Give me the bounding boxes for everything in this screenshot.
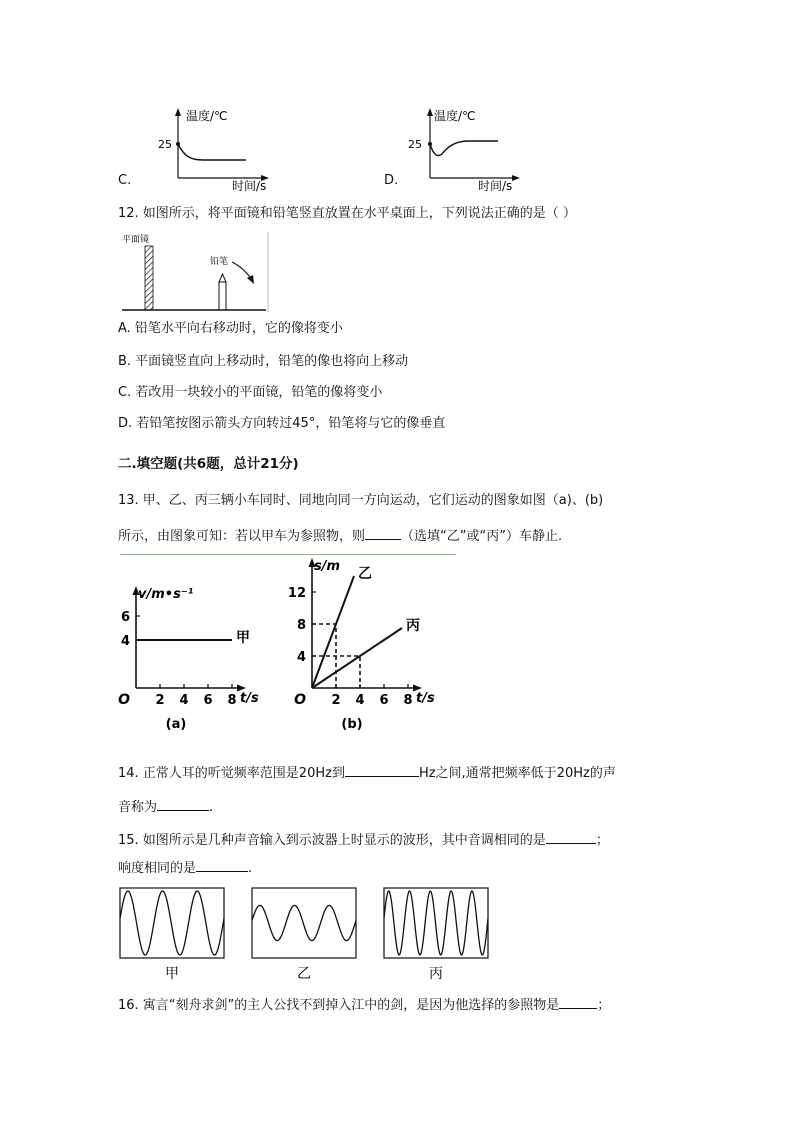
q15-line1 bbox=[118, 830, 609, 850]
x-tick-label: 6 bbox=[203, 693, 213, 708]
q16-line1-text-a: 16. 寓言“刻舟求剑”的主人公找不到掉入江中的剑，是因为他选择的参照物是 bbox=[118, 998, 560, 1013]
option-c-ytick: 25 bbox=[158, 138, 172, 151]
option-c-graph bbox=[118, 100, 348, 192]
series-label-2: 丙 bbox=[406, 618, 420, 634]
q15-line2 bbox=[118, 858, 252, 878]
q14-line2-text-a: 音称为 bbox=[118, 800, 158, 815]
q13-line2-text-a: 所示，由图象可知：若以甲车为参照物，则 bbox=[118, 529, 366, 544]
y-tick-label: 4 bbox=[296, 650, 306, 665]
x-tick-label: 2 bbox=[331, 693, 341, 708]
chart-a bbox=[118, 586, 259, 732]
wave-label-2: 乙 bbox=[297, 966, 311, 982]
q12-mirror-pencil-figure bbox=[120, 232, 270, 314]
y-tick-label: 8 bbox=[296, 618, 306, 633]
q12-option-d: D. 若铅笔按图示箭头方向转过45°，铅笔将与它的像垂直 bbox=[118, 416, 446, 431]
wave-label-3: 丙 bbox=[429, 966, 443, 982]
q15-line2-text-a: 响度相同的是 bbox=[118, 861, 197, 876]
q12-option-b: B. 平面镜竖直向上移动时，铅笔的像也将向上移动 bbox=[118, 354, 409, 369]
mirror-label: 平面镜 bbox=[122, 235, 150, 245]
wave-label-1: 甲 bbox=[165, 966, 179, 982]
q12-option-c: C. 若改用一块较小的平面镜，铅笔的像将变小 bbox=[118, 385, 383, 400]
option-d-plot bbox=[404, 100, 624, 192]
q14-line1-text-a: 14. 正常人耳的听觉频率范围是20Hz到 bbox=[118, 766, 345, 781]
x-axis-label: t/s bbox=[240, 691, 259, 706]
y-axis-label: s/m bbox=[314, 559, 341, 574]
q15-line1-text-a: 15. 如图所示是几种声音输入到示波器上时显示的波形，其中音调相同的是 bbox=[118, 833, 546, 848]
x-axis-label: t/s bbox=[416, 691, 435, 706]
q16-line1 bbox=[118, 995, 610, 1015]
option-d-label: D. bbox=[384, 173, 399, 188]
wave-panel-2 bbox=[252, 888, 356, 958]
option-c-xlabel: 时间/s bbox=[232, 179, 267, 192]
option-c-plot bbox=[138, 100, 348, 192]
series-line-2 bbox=[312, 628, 402, 688]
x-tick-label: 2 bbox=[155, 693, 165, 708]
x-tick-label: 4 bbox=[179, 693, 189, 708]
q12-stem: 12. 如图所示，将平面镜和铅笔竖直放置在水平桌面上，下列说法正确的是（ ） bbox=[118, 206, 576, 221]
section2-title: 二.填空题(共6题，总计21分) bbox=[118, 456, 299, 472]
option-d-graph bbox=[384, 100, 624, 192]
q14-line2-text-b: . bbox=[209, 800, 214, 815]
q14-answer-blank-2[interactable] bbox=[157, 797, 209, 811]
series-label-1: 乙 bbox=[358, 566, 372, 582]
x-tick-label: 8 bbox=[227, 693, 237, 708]
origin-label: O bbox=[118, 692, 130, 708]
x-tick-label: 6 bbox=[379, 693, 389, 708]
option-d-ylabel: 温度/℃ bbox=[434, 109, 476, 123]
pencil-label: 铅笔 bbox=[210, 257, 229, 267]
q13-answer-blank[interactable] bbox=[365, 526, 401, 540]
pencil bbox=[219, 282, 226, 310]
q16-line1-text-b: ； bbox=[597, 998, 611, 1013]
q13-top-rule bbox=[120, 554, 456, 555]
q14-line1-text-b: Hz之间,通常把频率低于20Hz的声 bbox=[418, 766, 616, 781]
y-tick-label: 6 bbox=[120, 610, 130, 625]
option-d-ytick: 25 bbox=[408, 138, 422, 151]
plane-mirror bbox=[145, 246, 153, 310]
q16-answer-blank[interactable] bbox=[559, 995, 597, 1009]
option-c-label: C. bbox=[118, 173, 132, 188]
chart-caption: (a) bbox=[165, 717, 187, 732]
q14-line1 bbox=[118, 763, 616, 783]
q13-motion-charts bbox=[110, 558, 450, 748]
y-tick-label: 4 bbox=[120, 634, 130, 649]
q15-line1-text-b: ； bbox=[595, 833, 609, 848]
q12-option-a: A. 铅笔水平向右移动时，它的像将变小 bbox=[118, 321, 343, 336]
y-tick-label: 12 bbox=[287, 586, 306, 601]
x-tick-label: 8 bbox=[403, 693, 413, 708]
q15-answer-blank-1[interactable] bbox=[546, 830, 596, 844]
q13-line2-text-b: （选填“乙”或“丙”）车静止. bbox=[401, 529, 563, 544]
option-d-xlabel: 时间/s bbox=[478, 179, 513, 192]
q14-answer-blank-1[interactable] bbox=[345, 763, 419, 777]
q14-line2 bbox=[118, 797, 213, 817]
q15-line2-text-b: . bbox=[248, 861, 253, 876]
q15-answer-blank-2[interactable] bbox=[196, 858, 248, 872]
series-line-1 bbox=[312, 576, 354, 688]
chart-caption: (b) bbox=[341, 717, 363, 732]
wave-panel-1 bbox=[120, 888, 224, 958]
option-c-ylabel: 温度/℃ bbox=[186, 109, 228, 123]
q15-oscilloscope-waves bbox=[112, 884, 502, 984]
q13-line2 bbox=[118, 526, 562, 546]
series-label-1: 甲 bbox=[236, 630, 250, 646]
origin-label: O bbox=[294, 692, 306, 708]
wave-panels bbox=[120, 888, 488, 982]
q13-line1: 13. 甲、乙、丙三辆小车同时、同地向同一方向运动，它们运动的图象如图（a)、(b) bbox=[118, 493, 604, 508]
chart-b bbox=[288, 558, 435, 732]
y-axis-label: v/m•s⁻¹ bbox=[138, 587, 194, 602]
x-tick-label: 4 bbox=[355, 693, 365, 708]
